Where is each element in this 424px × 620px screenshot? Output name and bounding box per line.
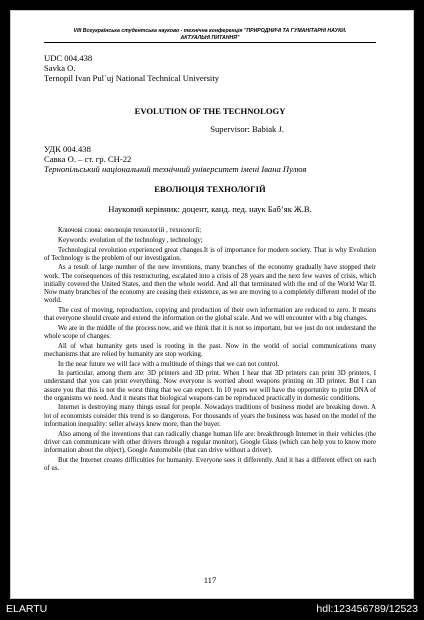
conference-header-line1: VIII Всеукраїнська студентська науково - технічна конференція "ПРИРОДНИЧІ ТА ГУМАНІТАРНІ НАУКИ. <box>73 28 347 34</box>
udc-ua: УДК 004.438 <box>44 144 91 154</box>
page-number: 117 <box>203 575 217 585</box>
author-ua: Савка О. – ст. гр. СН-22 <box>44 154 132 164</box>
paragraph: Keywords: evolution of the technology , technology; <box>58 236 203 244</box>
paragraph: But the Internet creates difficulties for humanity. Everyone sees it differently. And it has a different effect on each of us. <box>44 456 376 472</box>
paragraph: We are in the middle of the process now, and we think that it is not so important, but we just do not understand the whole scope of changes. <box>44 324 376 340</box>
paragraph: All of what humanity gets used is rooting in the past. Now in the world of social communications many mechanisms that are relied by humanity are stop working. <box>44 342 376 358</box>
article-body <box>44 227 376 475</box>
paragraph: Ключові слова: еволюція технологій , технології; <box>58 227 202 234</box>
english-metadata <box>44 53 376 83</box>
paragraph: In the near future we will face with a multitude of things that we can not control. <box>58 360 280 368</box>
paragraph: Internet is destroying many things usual for people. Nowadays traditions of business model are breaking down. A lot of economists consider this trend is so dangerous. For thousands of years the business was based on the model of the information inequality: seller always knew more, than the buyer. <box>44 404 376 428</box>
title-ua: ЕВОЛЮЦІЯ ТЕХНОЛОГІЙ <box>154 184 266 194</box>
author-en: Savka O. <box>44 63 76 73</box>
document-page <box>11 11 413 598</box>
handle-id: hdl:123456789/12523 <box>316 603 418 615</box>
conference-header <box>44 28 376 43</box>
paragraph: Technological revolution experienced great changes.It is of importance for modern society. That is why Evolution of Technology is the problem of our investigation. <box>44 246 376 262</box>
repository-name: ELARTU <box>6 603 48 615</box>
paragraph: Also among of the inventions that can radically change human life are: breakthrough Internet in their vehicles (the driver can communicate with other drivers through a regular monitor), Google Glass (which can help you to know more information about the object), Google Automobile (that can drive without a driver). <box>44 430 376 454</box>
organization-en: Ternopil Ivan Pul`uj National Technical University <box>44 73 220 83</box>
conference-header-line2: АКТУАЛЬНІ ПИТАННЯ" <box>180 34 240 41</box>
supervisor-en: Supervisor: Babiak J. <box>210 124 284 134</box>
paragraph: As a result of large number of the new inventions, many branches of the economy gradually have stopped their work. The consequences of this restructuring, escalated into a crisis of 28 years and the next few waves of crisis, which initially covered the United States, and then the whole world. And all that terminated with the end of the World War II. Now many branches of the economy are ceasing their existence, as we are moving to a completely different model of the world. <box>44 264 376 305</box>
supervisor-ua: Науковий керівник: доцент, канд. пед. наук Баб’як Ж.В. <box>108 204 312 214</box>
ukrainian-metadata <box>44 144 376 174</box>
title-en: EVOLUTION OF THE TECHNOLOGY <box>134 106 286 116</box>
viewer-footer <box>0 598 424 620</box>
paragraph: The cost of moving, reproduction, copying and production of their own information are reduced to zero. It means that everyone should create and extend the information on the global scale. And we will encounter with a big changes. <box>44 306 376 322</box>
organization-ua: Тернопільський національний технічний університет імені Івана Пулюя <box>44 164 307 174</box>
paragraph: In particular, among them are: 3D printers and 3D print. When I hear that 3D printers can print 3D printers, I understand that you can print everything. Now everyone is worried about weapons printing on 3D printer. But I can assure you that this is not the worst thing that we can expect. In 10 years we will have the opportunity to print DNA of the organisms we need. And it means that biological weapons can be reproduced practically in domestic conditions. <box>44 370 376 402</box>
udc-en: UDC 004.438 <box>44 53 93 63</box>
